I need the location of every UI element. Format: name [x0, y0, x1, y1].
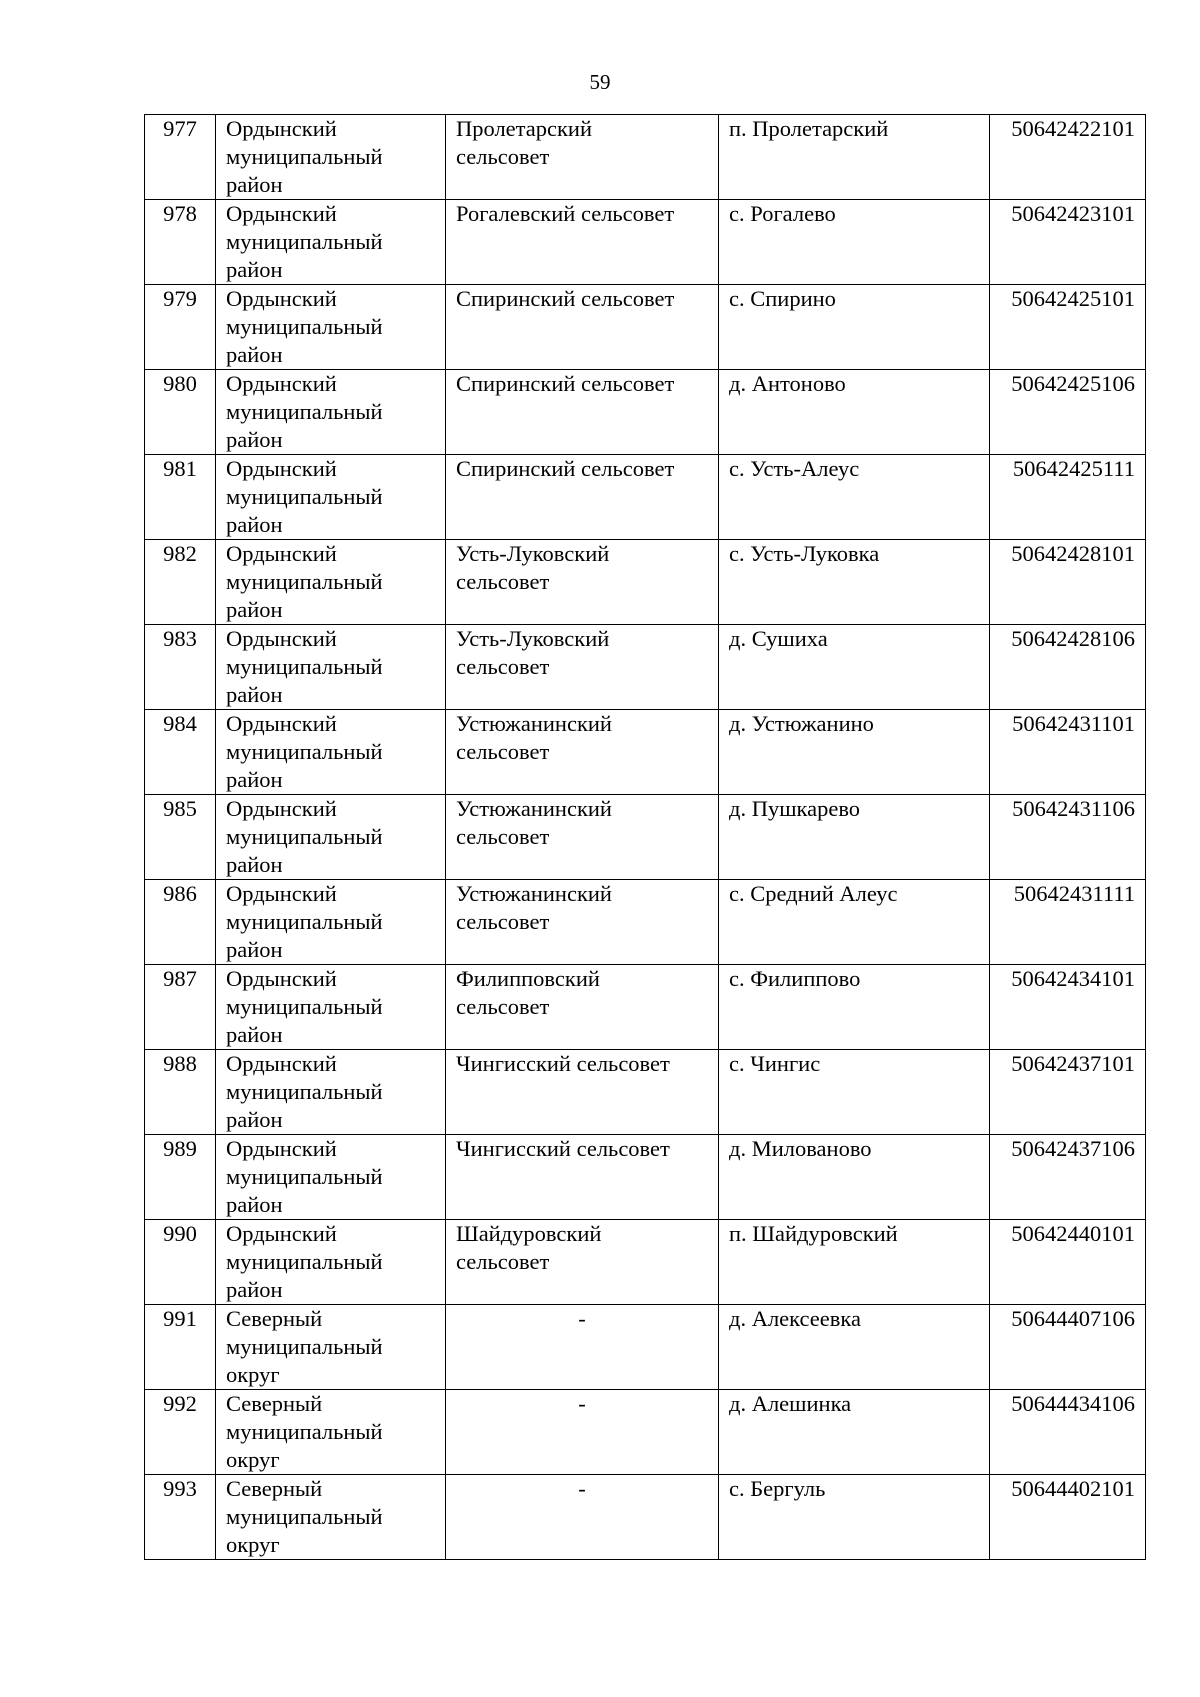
oktmo-code: 50644434106	[990, 1390, 1146, 1475]
oktmo-code: 50642431106	[990, 795, 1146, 880]
table-row	[145, 1475, 1146, 1560]
row-number: 982	[145, 540, 216, 625]
locality-name: с. Усть-Луковка	[719, 540, 990, 625]
row-number: 989	[145, 1135, 216, 1220]
locality-name: д. Устюжанино	[719, 710, 990, 795]
village-council: Усть-Луковский сельсовет	[446, 540, 719, 625]
municipal-district: Ордынский муниципальный район	[216, 285, 446, 370]
oktmo-code: 50642437106	[990, 1135, 1146, 1220]
municipal-district: Северный муниципальный округ	[216, 1390, 446, 1475]
village-council: Рогалевский сельсовет	[446, 200, 719, 285]
table-row	[145, 285, 1146, 370]
locality-name: с. Рогалево	[719, 200, 990, 285]
municipal-district: Ордынский муниципальный район	[216, 880, 446, 965]
row-number: 983	[145, 625, 216, 710]
table-row	[145, 965, 1146, 1050]
table-row	[145, 880, 1146, 965]
row-number: 988	[145, 1050, 216, 1135]
row-number: 985	[145, 795, 216, 880]
village-council: Спиринский сельсовет	[446, 455, 719, 540]
row-number: 990	[145, 1220, 216, 1305]
municipal-district: Ордынский муниципальный район	[216, 540, 446, 625]
oktmo-code: 50644407106	[990, 1305, 1146, 1390]
locality-name: п. Пролетарский	[719, 115, 990, 200]
locality-name: д. Алексеевка	[719, 1305, 990, 1390]
municipal-district: Ордынский муниципальный район	[216, 1220, 446, 1305]
oktmo-code: 50642440101	[990, 1220, 1146, 1305]
locality-name: д. Милованово	[719, 1135, 990, 1220]
row-number: 984	[145, 710, 216, 795]
table-row	[145, 1135, 1146, 1220]
oktmo-code: 50642434101	[990, 965, 1146, 1050]
village-council: Шайдуровский сельсовет	[446, 1220, 719, 1305]
oktmo-code: 50642428106	[990, 625, 1146, 710]
village-council: Филипповский сельсовет	[446, 965, 719, 1050]
municipal-district: Ордынский муниципальный район	[216, 795, 446, 880]
oktmo-code: 50642425111	[990, 455, 1146, 540]
village-council: -	[446, 1390, 719, 1475]
table-row	[145, 1305, 1146, 1390]
municipal-district: Ордынский муниципальный район	[216, 625, 446, 710]
oktmo-code: 50642425106	[990, 370, 1146, 455]
table-body	[145, 115, 1146, 1560]
row-number: 992	[145, 1390, 216, 1475]
oktmo-code: 50644402101	[990, 1475, 1146, 1560]
locality-name: д. Антоново	[719, 370, 990, 455]
village-council: Устюжанинский сельсовет	[446, 795, 719, 880]
settlement-registry-table	[144, 114, 1146, 1560]
row-number: 981	[145, 455, 216, 540]
row-number: 987	[145, 965, 216, 1050]
table-row	[145, 200, 1146, 285]
village-council: Чингисский сельсовет	[446, 1050, 719, 1135]
oktmo-code: 50642437101	[990, 1050, 1146, 1135]
locality-name: с. Бергуль	[719, 1475, 990, 1560]
table-row	[145, 1220, 1146, 1305]
municipal-district: Северный муниципальный округ	[216, 1305, 446, 1390]
village-council: -	[446, 1475, 719, 1560]
locality-name: п. Шайдуровский	[719, 1220, 990, 1305]
locality-name: с. Чингис	[719, 1050, 990, 1135]
oktmo-code: 50642428101	[990, 540, 1146, 625]
locality-name: д. Пушкарево	[719, 795, 990, 880]
table-row	[145, 795, 1146, 880]
row-number: 991	[145, 1305, 216, 1390]
locality-name: с. Средний Алеус	[719, 880, 990, 965]
village-council: Устюжанинский сельсовет	[446, 710, 719, 795]
locality-name: д. Сушиха	[719, 625, 990, 710]
locality-name: с. Усть-Алеус	[719, 455, 990, 540]
table-row	[145, 625, 1146, 710]
oktmo-code: 50642431101	[990, 710, 1146, 795]
locality-name: с. Филиппово	[719, 965, 990, 1050]
municipal-district: Ордынский муниципальный район	[216, 200, 446, 285]
municipal-district: Ордынский муниципальный район	[216, 965, 446, 1050]
municipal-district: Ордынский муниципальный район	[216, 1135, 446, 1220]
municipal-district: Северный муниципальный округ	[216, 1475, 446, 1560]
village-council: Чингисский сельсовет	[446, 1135, 719, 1220]
oktmo-code: 50642425101	[990, 285, 1146, 370]
table-row	[145, 710, 1146, 795]
row-number: 977	[145, 115, 216, 200]
table-row	[145, 115, 1146, 200]
oktmo-code: 50642431111	[990, 880, 1146, 965]
municipal-district: Ордынский муниципальный район	[216, 1050, 446, 1135]
table-row	[145, 1390, 1146, 1475]
village-council: Спиринский сельсовет	[446, 285, 719, 370]
row-number: 980	[145, 370, 216, 455]
row-number: 979	[145, 285, 216, 370]
table-row	[145, 540, 1146, 625]
row-number: 986	[145, 880, 216, 965]
village-council: -	[446, 1305, 719, 1390]
village-council: Пролетарский сельсовет	[446, 115, 719, 200]
municipal-district: Ордынский муниципальный район	[216, 710, 446, 795]
page-number: 59	[589, 70, 611, 94]
row-number: 993	[145, 1475, 216, 1560]
municipal-district: Ордынский муниципальный район	[216, 115, 446, 200]
municipal-district: Ордынский муниципальный район	[216, 455, 446, 540]
locality-name: с. Спирино	[719, 285, 990, 370]
oktmo-code: 50642422101	[990, 115, 1146, 200]
row-number: 978	[145, 200, 216, 285]
village-council: Устюжанинский сельсовет	[446, 880, 719, 965]
table-row	[145, 455, 1146, 540]
village-council: Усть-Луковский сельсовет	[446, 625, 719, 710]
municipal-district: Ордынский муниципальный район	[216, 370, 446, 455]
locality-name: д. Алешинка	[719, 1390, 990, 1475]
oktmo-code: 50642423101	[990, 200, 1146, 285]
table-row	[145, 1050, 1146, 1135]
village-council: Спиринский сельсовет	[446, 370, 719, 455]
table-row	[145, 370, 1146, 455]
